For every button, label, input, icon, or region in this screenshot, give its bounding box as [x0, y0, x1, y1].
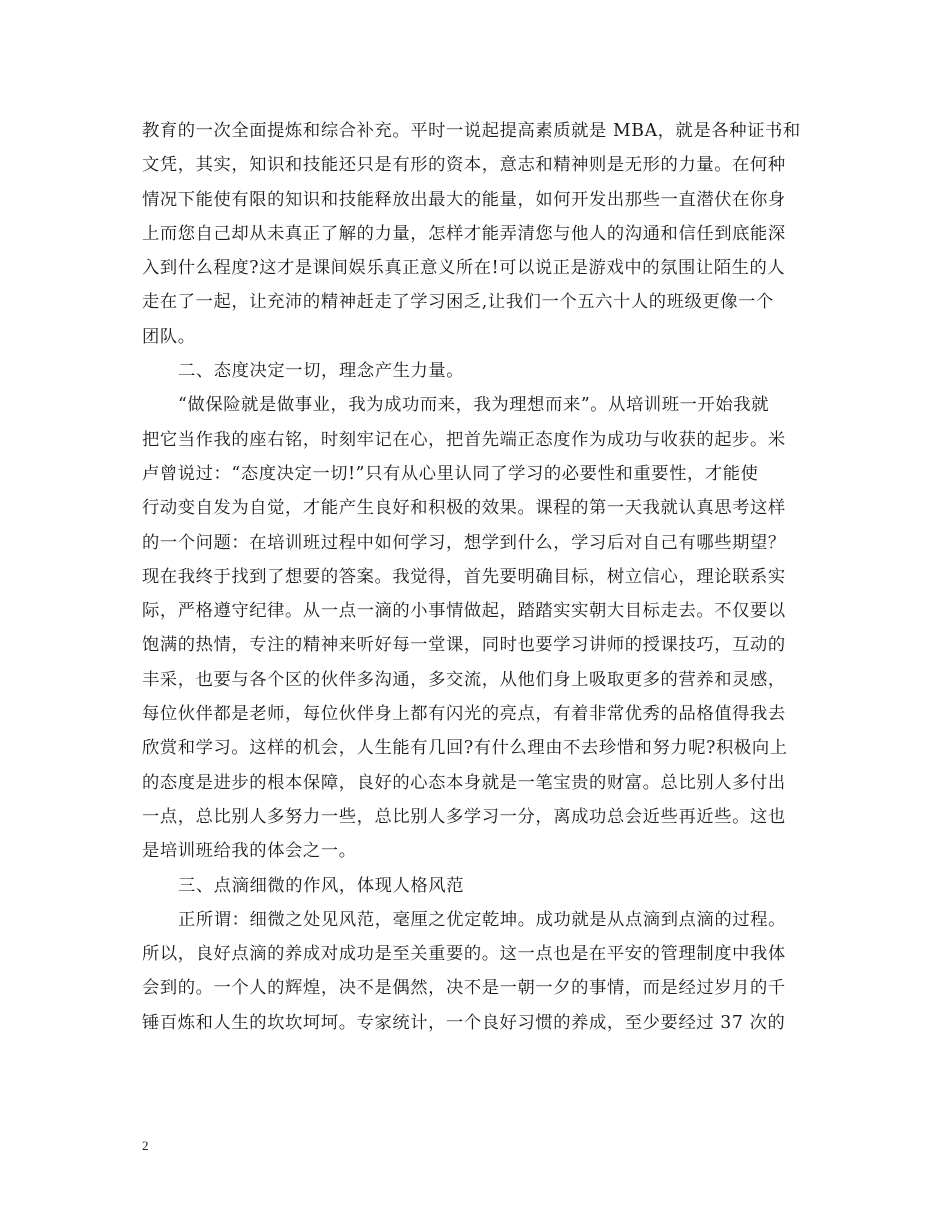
- text-line: 的一个问题：在培训班过程中如何学习，想学到什么，学习后对自己有哪些期望？: [142, 532, 786, 553]
- text-line: 会到的。一个人的辉煌，决不是偶然，决不是一朝一夕的事情，而是经过岁月的千: [142, 978, 786, 999]
- text-line: 三、点滴细微的作风，体现人格风范: [178, 875, 465, 896]
- text-line: “做保险就是做事业，我为成功而来，我为理想而来”。从培训班一开始我就: [178, 395, 770, 416]
- page-number: 2: [142, 1138, 149, 1153]
- text-line: 的态度是进步的根本保障，良好的心态本身就是一笔宝贵的财富。总比别人多付出: [142, 772, 786, 793]
- text-line: 是培训班给我的体会之一。: [142, 841, 357, 862]
- text-line: 情况下能使有限的知识和技能释放出最大的能量，如何开发出那些一直潜伏在你身: [142, 189, 786, 210]
- text-line: 上而您自己却从未真正了解的力量，怎样才能弄清您与他人的沟通和信任到底能深: [142, 223, 786, 244]
- text-line: 一点，总比别人多努力一些，总比别人多学习一分，离成功总会近些再近些。这也: [142, 806, 786, 827]
- text-line: 所以，良好点滴的养成对成功是至关重要的。这一点也是在平安的管理制度中我体: [142, 944, 786, 965]
- text-line: 教育的一次全面提炼和综合补充。平时一说起提高素质就是 MBA，就是各种证书和: [142, 121, 801, 141]
- text-line: 饱满的热情，专注的精神来听好每一堂课，同时也要学习讲师的授课技巧，互动的: [142, 635, 786, 656]
- text-line: 卢曾说过：“态度决定一切!”只有从心里认同了学习的必要性和重要性，才能使: [142, 463, 759, 484]
- text-line: 丰采，也要与各个区的伙伴多沟通，多交流，从他们身上吸取更多的营养和灵感，: [142, 669, 786, 690]
- text-line: 锤百炼和人生的坎坎坷坷。专家统计，一个良好习惯的养成，至少要经过 37 次的: [142, 1012, 786, 1033]
- text-line: 欣赏和学习。这样的机会，人生能有几回?有什么理由不去珍惜和努力呢?积极向上: [142, 738, 788, 759]
- text-line: 每位伙伴都是老师，每位伙伴身上都有闪光的亮点，有着非常优秀的品格值得我去: [142, 704, 786, 725]
- text-line: 团队。: [142, 326, 196, 347]
- text-line: 现在我终于找到了想要的答案。我觉得，首先要明确目标，树立信心，理论联系实: [142, 566, 786, 587]
- text-line: 入到什么程度?这才是课间娱乐真正意义所在!可以说正是游戏中的氛围让陌生的人: [142, 258, 786, 279]
- body-text: [142, 114, 812, 1040]
- text-line: 行动变自发为自觉，才能产生良好和积极的效果。课程的第一天我就认真思考这样: [142, 498, 786, 519]
- text-line: 文凭，其实，知识和技能还只是有形的资本，意志和精神则是无形的力量。在何种: [142, 155, 786, 176]
- text-line: 把它当作我的座右铭，时刻牢记在心，把首先端正态度作为成功与收获的起步。米: [142, 429, 786, 450]
- text-line: 二、态度决定一切，理念产生力量。: [178, 361, 465, 382]
- text-line: 际，严格遵守纪律。从一点一滴的小事情做起，踏踏实实朝大目标走去。不仅要以: [142, 601, 786, 622]
- text-line: 走在了一起，让充沛的精神赶走了学习困乏,让我们一个五六十人的班级更像一个: [142, 292, 774, 313]
- text-line: 正所谓：细微之处见风范，毫厘之优定乾坤。成功就是从点滴到点滴的过程。: [178, 909, 786, 930]
